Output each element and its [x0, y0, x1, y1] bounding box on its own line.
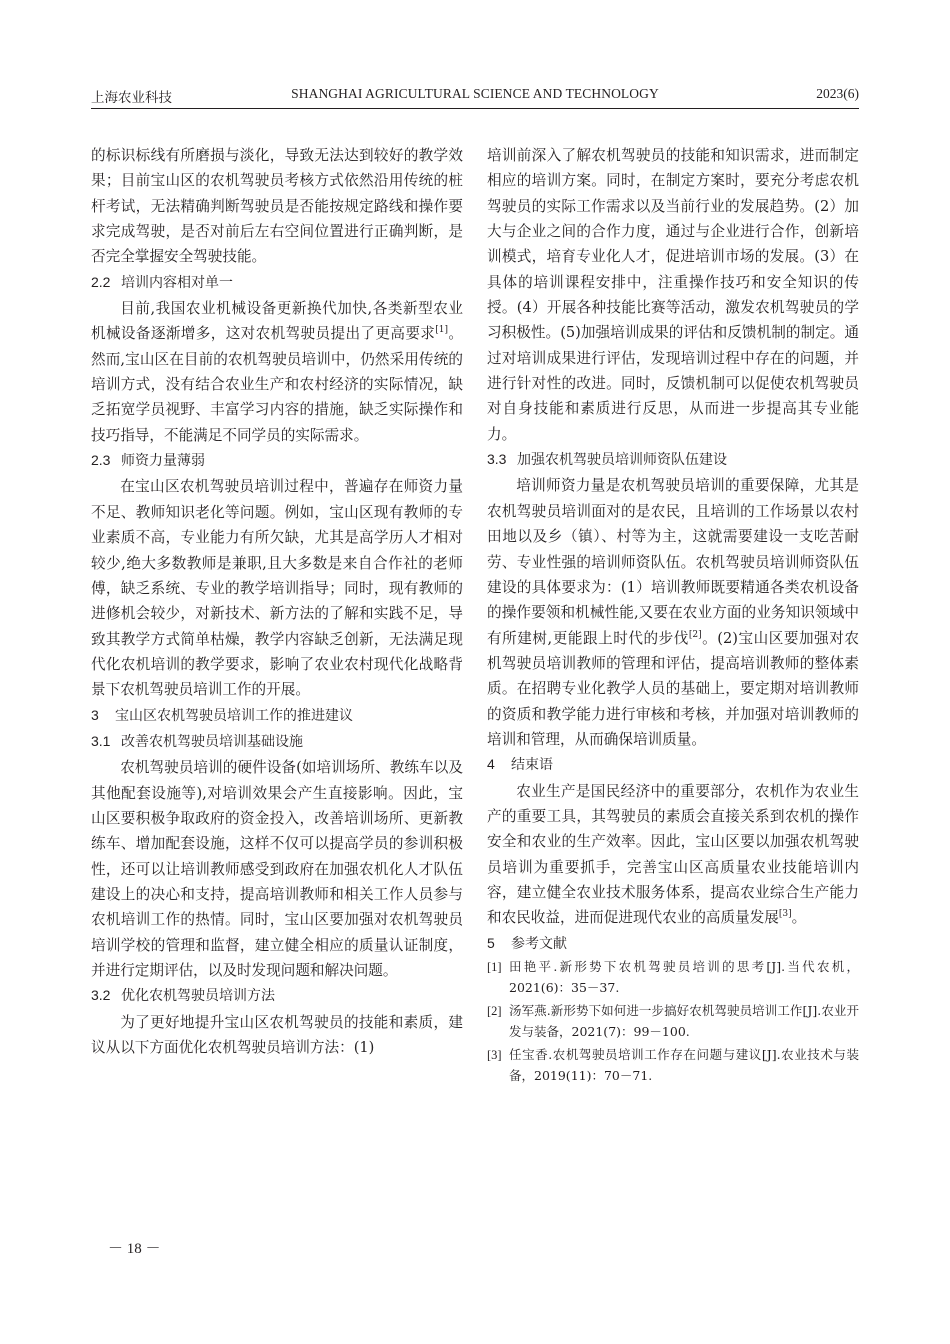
citation: [2]	[688, 629, 702, 640]
running-header	[91, 84, 859, 109]
paragraph: 农业生产是国民经济中的重要部分，农机作为农业生产的重要工具，其驾驶员的素质会直接关系到农机的操作安全和农业的生产效率。因此，宝山区要以加强农机驾驶员培训为重要抓手，完善宝山区高质量农业技能培训内容，建立健全农业技术服务体系，提高农业综合生产能力和农民收益，进而促进现代农业的高质量发展[3]。	[487, 782, 859, 927]
issue-number: 2023(6)	[816, 86, 859, 101]
paragraph: 的标识标线有所磨损与淡化，导致无法达到较好的教学效果；目前宝山区的农机驾驶员考核方式依然沿用传统的桩杆考试，无法精确判断驾驶员是否能按规定路线和操作要求完成驾驶，是否对前后左右空间位置进行正确判断，是否完全掌握安全驾驶技能。	[91, 147, 463, 266]
paragraph: 农机驾驶员培训的硬件设备(如培训场所、教练车以及其他配套设施等),对培训效果会产生直接影响。因此，宝山区要积极争取政府的资金投入，改善培训场所、更新教练车、增加配套设施，这样不仅可以提高学员的参训积极性，还可以让培训教师感受到政府在加强农机化人才队伍建设上的决心和支持，提高培训教师和相关工作人员参与农机培训工作的热情。同时，宝山区要加强对农机驾驶员培训学校的管理和监督，建立健全相应的质量认证制度，并进行定期评估，以及时发现问题和解决问题。	[91, 759, 463, 979]
left-column	[91, 143, 463, 1060]
reference-item: [2] 汤军燕.新形势下如何进一步搞好农机驾驶员培训工作[J].农业开发与装备，2021(7)：99－100.	[487, 1003, 859, 1039]
paragraph: 在宝山区农机驾驶员培训过程中，普遍存在师资力量不足、教师知识老化等问题。例如，宝山区现有教师的专业素质不高，专业能力有所欠缺，尤其是高学历人才相对较少,绝大多数教师是兼职,且大多数是来自合作社的老师傅，缺乏系统、专业的教学培训指导；同时，现有教师的进修机会较少，对新技术、新方法的了解和实践不足，导致其教学方式简单枯燥，教学内容缺乏创新，无法满足现代化农机培训的教学要求，影响了农业农村现代化战略背景下农机驾驶员培训工作的开展。	[91, 478, 463, 699]
reference-item: [1] 田艳平.新形势下农机驾驶员培训的思考[J].当代农机，2021(6)：35－37.	[487, 959, 859, 995]
journal-title-cn: 上海农业科技	[91, 90, 172, 106]
reference-list	[487, 957, 859, 1086]
section-heading-5: 5 参考文献	[487, 934, 567, 952]
citation: [1]	[435, 325, 449, 336]
paragraph: 为了更好地提升宝山区农机驾驶员的技能和素质，建议从以下方面优化农机驾驶员培训方法：(1)	[91, 1013, 463, 1057]
section-heading-3-3: 3.3 加强农机驾驶员培训师资队伍建设	[487, 451, 727, 469]
section-heading-2-2: 2.2 培训内容相对单一	[91, 273, 233, 291]
citation: [3]	[778, 909, 792, 920]
paragraph: 目前,我国农业机械设备更新换代加快,各类新型农业机械设备逐渐增多，这对农机驾驶员提出了更高要求[1]。然而,宝山区在目前的农机驾驶员培训中，仍然采用传统的培训方式，没有结合农业生产和农村经济的实际情况，缺乏拓宽学员视野、丰富学习内容的措施，缺乏实际操作和技巧指导，不能满足不同学员的实际需求。	[91, 300, 463, 444]
page-number: － 18 －	[108, 1241, 161, 1257]
paragraph: 培训前深入了解农机驾驶员的技能和知识需求，进而制定相应的培训方案。同时，在制定方案时，要充分考虑农机驾驶员的实际工作需求以及当前行业的发展趋势。(2）加大与企业之间的合作力度，通过与企业进行合作，创新培训模式，培育专业化人才，促进培训市场的发展。(3）在具体的培训课程安排中，注重操作技巧和安全知识的传授。(4）开展各种技能比赛等活动，激发农机驾驶员的学习积极性。(5)加强培训成果的评估和反馈机制的制定。通过对培训成果进行评估，发现培训过程中存在的问题，并进行针对性的改进。同时，反馈机制可以促使农机驾驶员对自身技能和素质进行反思，从而进一步提高其专业能力。	[487, 147, 859, 443]
section-heading-2-3: 2.3 师资力量薄弱	[91, 452, 205, 470]
journal-title-en: SHANGHAI AGRICULTURAL SCIENCE AND TECHNOLOGY	[291, 86, 659, 101]
section-heading-4: 4 结束语	[487, 756, 553, 774]
paragraph: 培训师资力量是农机驾驶员培训的重要保障，尤其是农机驾驶员培训面对的是农民，且培训的工作场景以农村田地以及乡（镇）、村等为主，这就需要建设一支吃苦耐劳、专业性强的培训师资队伍。农机驾驶员培训师资队伍建设的具体要求为：(1）培训教师既要精通各类农机设备的操作要领和机械性能,又要在农业方面的业务知识领域中有所建树,更能跟上时代的步伐[2]。(2)宝山区要加强对农机驾驶员培训教师的管理和评估，提高培训教师的整体素质。在招聘专业化教学人员的基础上，要定期对培训教师的资质和教学能力进行审核和考核，并加强对培训教师的培训和管理，从而确保培训质量。	[487, 477, 859, 748]
section-heading-3-1: 3.1 改善农机驾驶员培训基础设施	[91, 732, 303, 750]
right-column	[487, 143, 859, 1089]
section-heading-3: 3 宝山区农机驾驶员培训工作的推进建议	[91, 706, 353, 724]
section-heading-3-2: 3.2 优化农机驾驶员培训方法	[91, 987, 275, 1005]
reference-item: [3] 任宝香.农机驾驶员培训工作存在问题与建议[J].农业技术与装备，2019(11)：70－71.	[487, 1047, 859, 1083]
